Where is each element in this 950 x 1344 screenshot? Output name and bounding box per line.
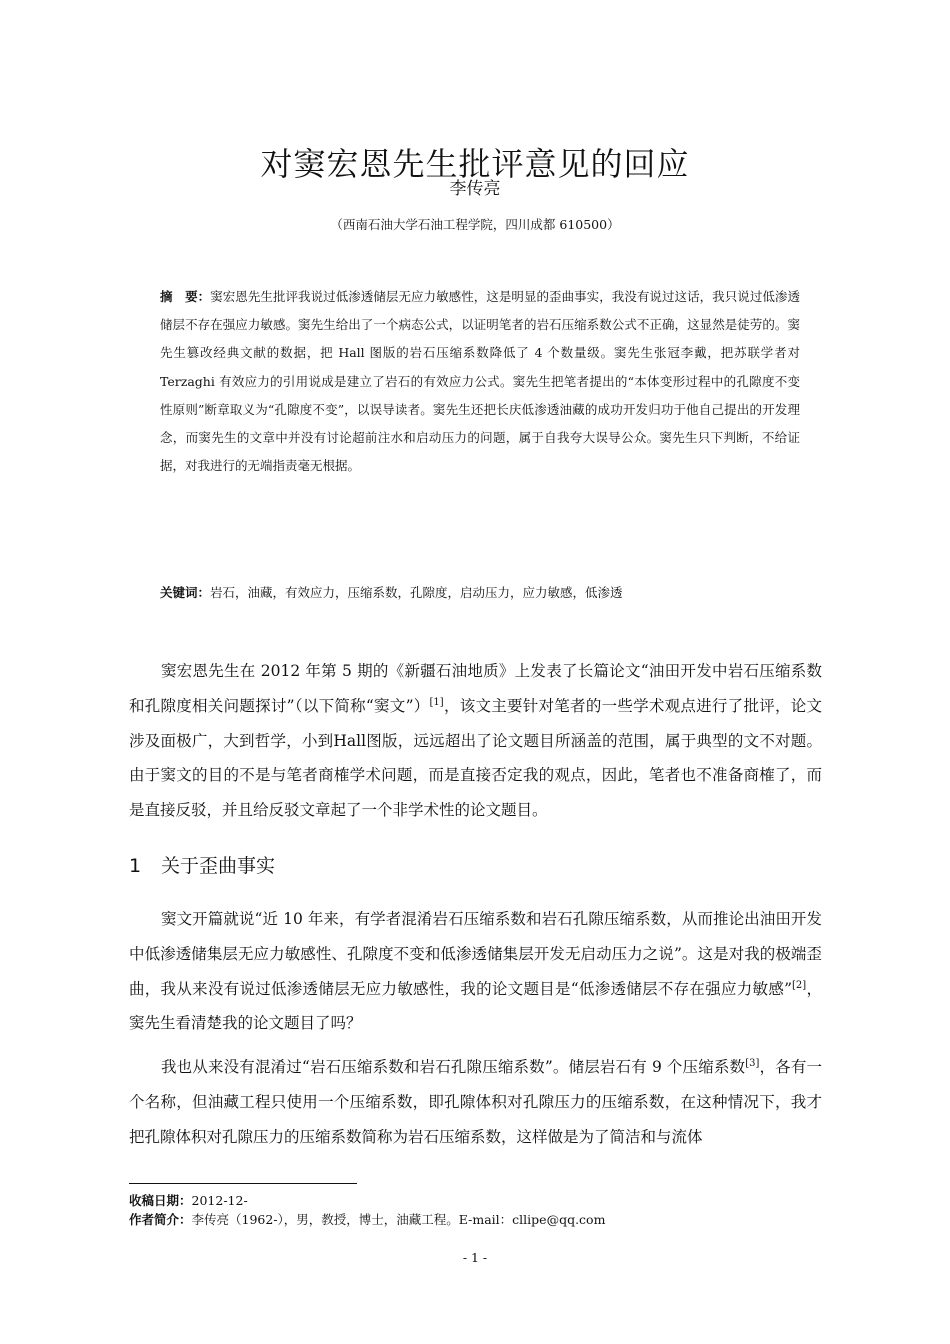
body-paragraph-3 [129, 1050, 822, 1154]
abstract [160, 283, 800, 480]
abstract-label: 摘 要： [160, 289, 211, 304]
section-heading [129, 851, 275, 878]
author-affiliation: （西南石油大学石油工程学院，四川成都 610500） [330, 217, 620, 232]
paragraph-text: 我也从来没有混淆过“岩石压缩系数和岩石孔隙压缩系数”。储层岩石有 9 个压缩系数 [161, 1058, 746, 1076]
citation-ref: [3] [745, 1058, 760, 1069]
keywords-label: 关键词： [160, 585, 211, 600]
body-paragraph-2 [129, 902, 822, 1041]
author-name: 李传亮 [449, 179, 501, 199]
citation-ref: [1] [429, 696, 444, 708]
author-bio-value: 李传亮（1962-），男，教授，博士，油藏工程。E-mail：cllipe@qq.com [191, 1212, 606, 1227]
paragraph-text: ，该文主要针对笔者的一些学术观点进行了批评，论文涉及面极广，大到哲学，小到Hall图版，远远超出了论文题目所涵盖的范围，属于典型的文不对题。由于窦文的目的不是与笔者商榷学术问题，而是直接否定我的观点，因此，笔者也不准备商榷了，而是直接反驳，并且给反驳文章起了一个非学术性的论文题目。 [129, 696, 822, 820]
abstract-text: 窦宏恩先生批评我说过低渗透储层无应力敏感性，这是明显的歪曲事实，我没有说过这话，我只说过低渗透储层不存在强应力敏感。窦先生给出了一个病态公式，以证明笔者的岩石压缩系数公式不正确，这显然是徒劳的。窦先生篡改经典文献的数据，把 Hall 图版的岩石压缩系数降低了 4 个数量级。窦先生张冠李戴，把苏联学者对 Terzaghi 有效应力的引用说成是建立了岩石的有效应力公式。窦先生把笔者提出的“本体变形过程中的孔隙度不变性原则”断章取义为“孔隙度不变”，以误导读者。窦先生还把长庆低渗透油藏的成功开发归功于他自己提出的开发理念，而窦先生的文章中并没有讨论超前注水和启动压力的问题，属于自我夸大误导公众。窦先生只下判断，不给证据，对我进行的无端指责毫无根据。 [160, 289, 800, 474]
footnote-received [129, 1192, 248, 1210]
received-value: 2012-12- [191, 1193, 248, 1208]
section-number: 1 [129, 855, 142, 877]
paragraph-text: 窦宏恩先生在 2012 年第 5 期的《新疆石油地质》上发表了长篇论文“油田开发中岩石压缩系数和孔隙度相关问题探讨”（以下简称“窦文”） [129, 662, 822, 715]
paper-title: 对窦宏恩先生批评意见的回应 [260, 145, 690, 184]
keywords-text: 岩石，油藏，有效应力，压缩系数，孔隙度，启动压力，应力敏感，低渗透 [210, 585, 623, 600]
author-bio-label: 作者简介： [129, 1212, 192, 1227]
footnote-author-bio [129, 1211, 605, 1229]
paragraph-text: 窦文开篇就说“近 10 年来，有学者混淆岩石压缩系数和岩石孔隙压缩系数，从而推论出油田开发中低渗透储集层无应力敏感性、孔隙度不变和低渗透储集层开发无启动压力之说”。这是对我的极端歪曲，我从来没有说过低渗透储层无应力敏感性，我的论文题目是“低渗透储层不存在强应力敏感” [129, 910, 822, 998]
citation-ref: [2] [792, 979, 807, 991]
section-title: 关于歪曲事实 [161, 855, 276, 877]
footnote-divider [129, 1183, 357, 1184]
paragraph-text: ，窦先生看清楚我的论文题目了吗？ [129, 979, 822, 1033]
page-number: - 1 - [462, 1250, 488, 1265]
received-label: 收稿日期： [129, 1193, 192, 1208]
keywords [160, 581, 800, 605]
paragraph-text: ，各有一个名称，但油藏工程只使用一个压缩系数，即孔隙体积对孔隙压力的压缩系数，在这种情况下，我才把孔隙体积对孔隙压力的压缩系数简称为岩石压缩系数，这样做是为了简洁和与流体 [129, 1058, 822, 1146]
body-paragraph-1 [129, 654, 822, 828]
